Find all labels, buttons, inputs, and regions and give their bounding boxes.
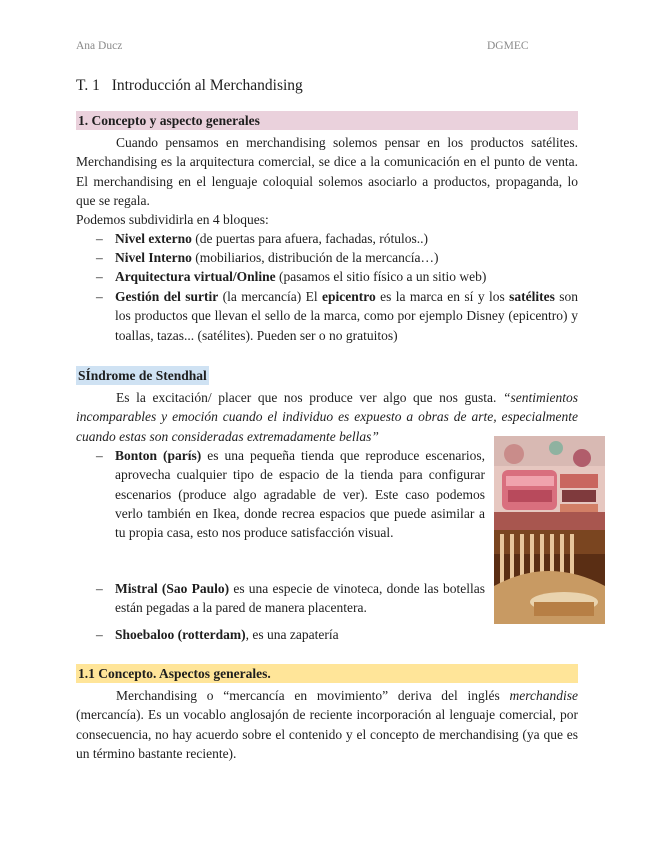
header-author: Ana Ducz (76, 40, 123, 52)
paragraph-merchandising-intro: Cuando pensamos en merchandising solemos pensar en los productos satélites. Merchandising es la arquitectura comercial, se dice a la comunicación en el punto de venta. El merchandising en el lenguaje coloquial solemos asociarlo a productos, propaganda, lo que se regala. (76, 135, 578, 208)
section-heading-concepto-1-1: 1.1 Concepto. Aspectos generales. (76, 664, 578, 683)
list-item-text: es una pequeña tienda que reproduce escenarios, aprovecha cualquier tipo de espacio de la tienda para configurar escenarios (produce algo agradable de ver). Este caso podemos verlo también en Ikea, donde recrea espacios que puede asimilar a tu propia casa, esto nos produce satisfacción visual. (115, 448, 485, 541)
list-item (115, 579, 485, 618)
origin-text-start: Merchandising o “mercancía en movimiento” deriva del inglés (116, 688, 510, 703)
title-number: T. 1 (76, 77, 100, 94)
bullet-dash: – (96, 448, 103, 463)
bullet-dash: – (96, 231, 103, 246)
page-title (76, 77, 303, 95)
bullet-dash: – (96, 581, 103, 596)
list-item (115, 287, 578, 345)
list-item-text: es una especie de vinoteca, donde las botellas están pegadas a la pared de manera placentera. (115, 581, 485, 616)
list-item (115, 267, 578, 286)
list-item (115, 446, 485, 542)
section-heading-stendhal: SÍndrome de Stendhal (78, 368, 207, 383)
bullet-dash: – (96, 269, 103, 284)
list-item-text: (mobiliarios, distribución de la mercancía…) (191, 250, 439, 265)
list-item-text: (pasamos el sitio físico a un sitio web) (275, 269, 487, 284)
paragraph-merchandising-origin (76, 686, 578, 763)
list-item-bold: epicentro (322, 289, 376, 304)
paragraph-subdivision: Podemos subdividirla en 4 bloques: (76, 212, 269, 227)
list-item-text: son los productos que llevan el sello de la marca, como por ejemplo Disney (epicentro) y toallas, tazas... (satélites). Pueden ser o no gratuitos) (115, 289, 578, 343)
bullet-dash: – (96, 627, 103, 642)
origin-text-end: (mercancía). Es un vocablo anglosajón de reciente incorporación al lenguaje comercial, por consecuencia, no hay acuerdo sobre el contenido y el concepto de merchandising (ya que es un término bastante reciente). (76, 707, 578, 761)
list-item-bold: Gestión del surtir (115, 289, 219, 304)
origin-term: merchandise (509, 688, 578, 703)
list-item-bold: Shoebaloo (rotterdam) (115, 627, 246, 642)
list-item-bold: Bonton (parís) (115, 448, 202, 463)
list-item-bold: Mistral (Sao Paulo) (115, 581, 230, 596)
list-item (115, 229, 578, 248)
stendhal-quote: “sentimientos incomparables y emoción cuando el individuo es expuesto a obras de arte, especialmente cuando estas son consideradas extremadamente bellas” (76, 390, 578, 444)
list-item-text: (la mercancía) El (218, 289, 323, 304)
section-heading-concepto: 1. Concepto y aspecto generales (76, 111, 578, 130)
stendhal-definition: Es la excitación/ placer que nos produce ver algo que nos gusta. (116, 390, 503, 405)
list-item-bold: Nivel Interno (115, 250, 192, 265)
list-item-text: , es una zapatería (245, 627, 339, 642)
list-item (115, 248, 578, 267)
list-item-text: (de puertas para afuera, fachadas, rótulos..) (191, 231, 428, 246)
header-course: DGMEC (487, 40, 529, 52)
title-text: Introducción al Merchandising (111, 77, 303, 94)
list-item-bold: Arquitectura virtual/Online (115, 269, 276, 284)
list-item-bold: Nivel externo (115, 231, 192, 246)
bullet-dash: – (96, 250, 103, 265)
store-interior-photo (494, 436, 605, 624)
list-item-bold: satélites (509, 289, 555, 304)
list-item-text: es la marca en sí y los (375, 289, 510, 304)
bullet-dash: – (96, 289, 103, 304)
list-item (115, 625, 578, 644)
